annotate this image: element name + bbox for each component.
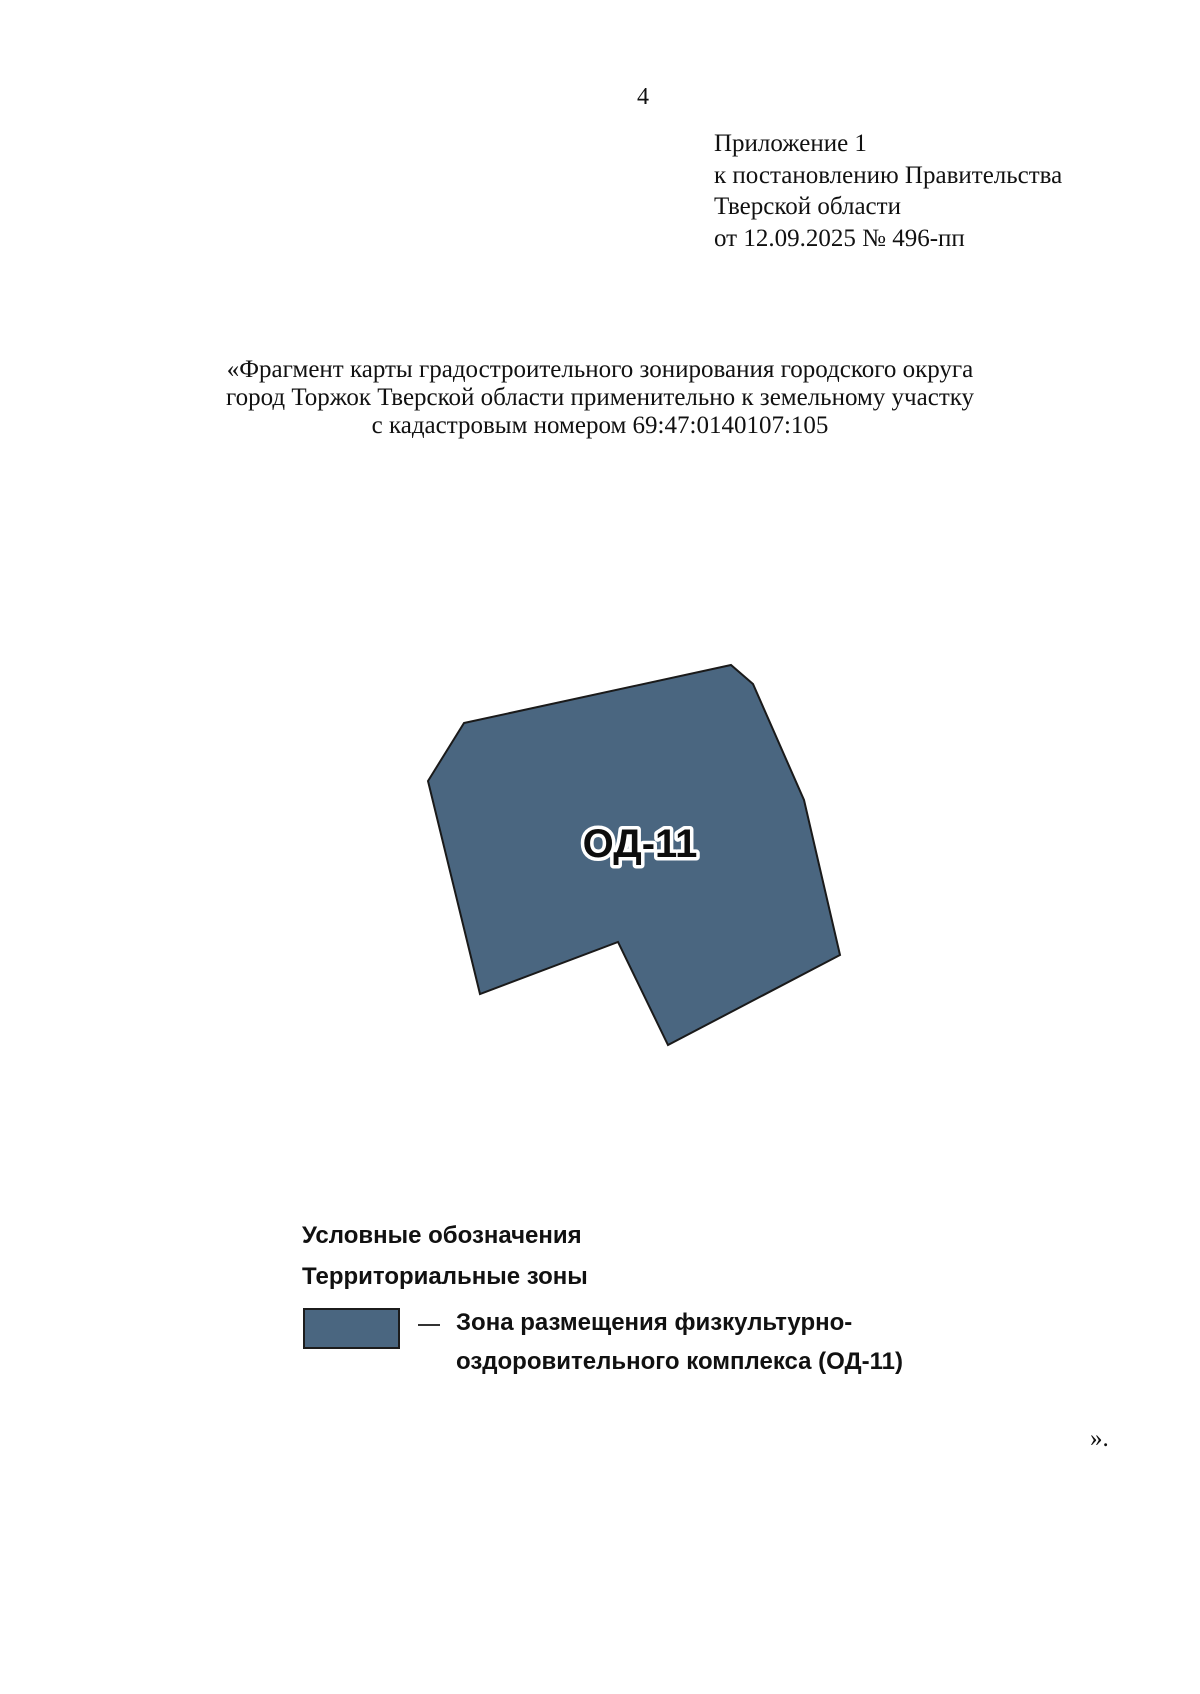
legend-item-line-2: оздоровительного комплекса (ОД-11): [456, 1348, 903, 1375]
appendix-line-2: к постановлению Правительства: [714, 161, 1063, 189]
legend-dash: [418, 1324, 440, 1326]
title-line-3: с кадастровым номером 69:47:0140107:105: [371, 412, 829, 439]
legend-subheading: Территориальные зоны: [302, 1263, 588, 1290]
title-line-1: «Фрагмент карты градостроительного зонирования городского округа: [226, 356, 974, 383]
appendix-line-1: Приложение 1: [714, 130, 867, 157]
closing-quote: ».: [1090, 1425, 1109, 1452]
appendix-line-4: от 12.09.2025 № 496-пп: [714, 224, 965, 252]
zone-od-11-label: ОД-11: [582, 822, 698, 866]
legend-item-line-1: Зона размещения физкультурно-: [456, 1309, 853, 1336]
page-number: 4: [637, 84, 649, 110]
title-line-2: город Торжок Тверской области применительно к земельному участку: [225, 384, 975, 411]
legend-swatch-od-11: [303, 1308, 400, 1349]
appendix-line-3: Тверской области: [714, 193, 901, 220]
legend-item-label: [456, 1303, 903, 1381]
legend-heading: Условные обозначения: [302, 1222, 582, 1249]
